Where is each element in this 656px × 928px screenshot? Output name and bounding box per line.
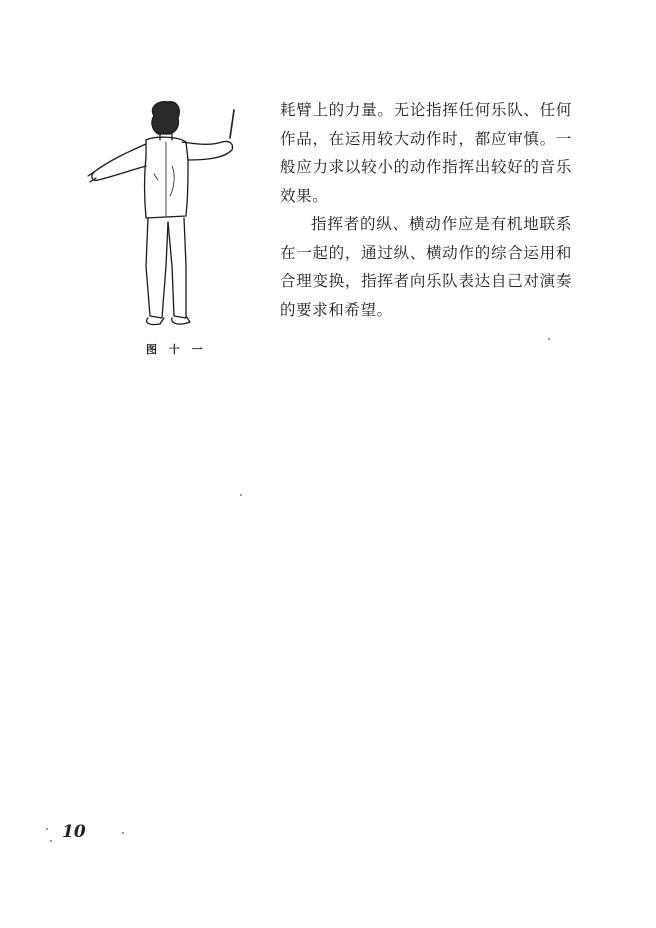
scan-speck <box>548 338 550 340</box>
figure-caption: 图 十 一 <box>146 343 207 356</box>
scan-speck <box>122 832 124 834</box>
paragraph-1: 耗臂上的力量。无论指挥任何乐队、任何作品，在运用较大动作时，都应审慎。一般应力求以较小的动作指挥出较好的音乐效果。 <box>280 101 572 205</box>
scan-speck <box>46 828 48 830</box>
page-number: 10 <box>62 822 86 842</box>
body-text <box>280 96 572 324</box>
conductor-figure <box>84 96 254 336</box>
conductor-illustration <box>84 96 254 336</box>
scan-speck <box>240 494 242 496</box>
paragraph-2: 指挥者的纵、横动作应是有机地联系在一起的，通过纵、横动作的综合运用和合理变换，指挥者向乐队表达自己对演奏的要求和希望。 <box>280 215 572 319</box>
scan-speck <box>50 840 52 842</box>
